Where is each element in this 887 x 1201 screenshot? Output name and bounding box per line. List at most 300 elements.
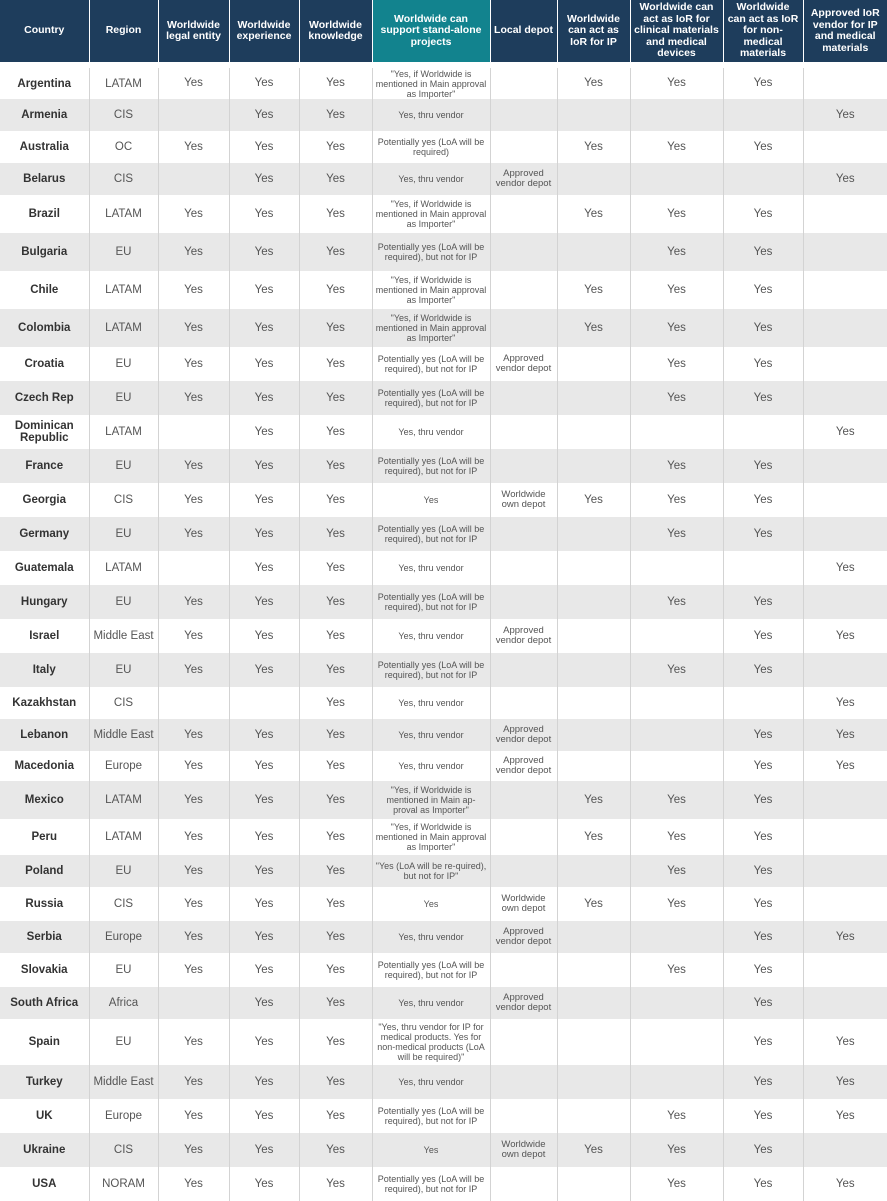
- local-depot-cell: [490, 781, 557, 819]
- ior-ip-cell: Yes: [557, 887, 630, 921]
- ior-nonmedical-cell: Yes: [723, 887, 803, 921]
- knowledge-cell: Yes: [299, 1065, 372, 1099]
- legal-entity-cell: Yes: [158, 449, 229, 483]
- ior-ip-cell: [557, 619, 630, 653]
- header-legal-entity: Worldwide legal entity: [158, 0, 229, 65]
- experience-cell: Yes: [229, 887, 299, 921]
- ior-nonmedical-cell: [723, 551, 803, 585]
- region-cell: EU: [89, 233, 158, 271]
- standalone-cell: Yes, thru vendor: [372, 551, 490, 585]
- ior-nonmedical-cell: Yes: [723, 855, 803, 887]
- ior-nonmedical-cell: Yes: [723, 1099, 803, 1133]
- ior-ip-cell: [557, 551, 630, 585]
- ior-ip-cell: Yes: [557, 483, 630, 517]
- country-cell: Russia: [0, 887, 89, 921]
- table-row: [0, 195, 887, 233]
- ior-ip-cell: [557, 585, 630, 619]
- local-depot-cell: Approved vendor depot: [490, 347, 557, 381]
- standalone-cell: "Yes, if Worldwide is mentioned in Main approval as Importer": [372, 271, 490, 309]
- ior-nonmedical-cell: Yes: [723, 1019, 803, 1065]
- knowledge-cell: Yes: [299, 1099, 372, 1133]
- ior-clinical-cell: Yes: [630, 271, 723, 309]
- ior-nonmedical-cell: Yes: [723, 719, 803, 751]
- standalone-cell: Potentially yes (LoA will be required), but not for IP: [372, 1099, 490, 1133]
- knowledge-cell: Yes: [299, 719, 372, 751]
- local-depot-cell: [490, 195, 557, 233]
- approved-vendor-cell: [803, 309, 887, 347]
- ior-ip-cell: [557, 1167, 630, 1201]
- knowledge-cell: Yes: [299, 517, 372, 551]
- ior-clinical-cell: [630, 619, 723, 653]
- ior-clinical-cell: [630, 1065, 723, 1099]
- country-cell: Croatia: [0, 347, 89, 381]
- local-depot-cell: Approved vendor depot: [490, 751, 557, 781]
- ior-clinical-cell: Yes: [630, 1133, 723, 1167]
- approved-vendor-cell: Yes: [803, 99, 887, 131]
- approved-vendor-cell: [803, 347, 887, 381]
- ior-nonmedical-cell: Yes: [723, 653, 803, 687]
- standalone-cell: Yes, thru vendor: [372, 987, 490, 1019]
- legal-entity-cell: Yes: [158, 1099, 229, 1133]
- ior-clinical-cell: Yes: [630, 855, 723, 887]
- experience-cell: Yes: [229, 781, 299, 819]
- ior-clinical-cell: Yes: [630, 653, 723, 687]
- ior-nonmedical-cell: Yes: [723, 1065, 803, 1099]
- ior-nonmedical-cell: Yes: [723, 585, 803, 619]
- standalone-cell: Potentially yes (LoA will be required), but not for IP: [372, 233, 490, 271]
- country-cell: Poland: [0, 855, 89, 887]
- legal-entity-cell: [158, 551, 229, 585]
- approved-vendor-cell: [803, 781, 887, 819]
- knowledge-cell: Yes: [299, 1167, 372, 1201]
- knowledge-cell: Yes: [299, 309, 372, 347]
- country-cell: South Africa: [0, 987, 89, 1019]
- standalone-cell: "Yes, if Worldwide is mentioned in Main ap-proval as Importer": [372, 781, 490, 819]
- standalone-cell: Potentially yes (LoA will be required), but not for IP: [372, 517, 490, 551]
- table-body: [0, 65, 887, 1201]
- legal-entity-cell: Yes: [158, 1167, 229, 1201]
- table-row: [0, 1167, 887, 1201]
- country-cell: Italy: [0, 653, 89, 687]
- ior-nonmedical-cell: Yes: [723, 921, 803, 953]
- approved-vendor-cell: Yes: [803, 551, 887, 585]
- knowledge-cell: Yes: [299, 347, 372, 381]
- approved-vendor-cell: [803, 271, 887, 309]
- local-depot-cell: [490, 687, 557, 719]
- approved-vendor-cell: Yes: [803, 1167, 887, 1201]
- region-cell: EU: [89, 585, 158, 619]
- standalone-cell: Yes, thru vendor: [372, 751, 490, 781]
- knowledge-cell: Yes: [299, 233, 372, 271]
- ior-ip-cell: Yes: [557, 131, 630, 163]
- region-cell: Africa: [89, 987, 158, 1019]
- ior-ip-cell: [557, 163, 630, 195]
- header-ior-clinical: Worldwide can act as IoR for clinical materials and medical devices: [630, 0, 723, 65]
- header-country: Country: [0, 0, 89, 65]
- ior-clinical-cell: [630, 99, 723, 131]
- local-depot-cell: [490, 99, 557, 131]
- ior-clinical-cell: [630, 751, 723, 781]
- table-row: [0, 99, 887, 131]
- country-cell: Slovakia: [0, 953, 89, 987]
- region-cell: Europe: [89, 921, 158, 953]
- ior-nonmedical-cell: Yes: [723, 381, 803, 415]
- approved-vendor-cell: [803, 195, 887, 233]
- approved-vendor-cell: [803, 233, 887, 271]
- approved-vendor-cell: Yes: [803, 415, 887, 449]
- ior-ip-cell: [557, 751, 630, 781]
- experience-cell: Yes: [229, 921, 299, 953]
- legal-entity-cell: Yes: [158, 619, 229, 653]
- knowledge-cell: Yes: [299, 953, 372, 987]
- approved-vendor-cell: Yes: [803, 719, 887, 751]
- ior-nonmedical-cell: [723, 99, 803, 131]
- local-depot-cell: [490, 1065, 557, 1099]
- knowledge-cell: Yes: [299, 381, 372, 415]
- region-cell: EU: [89, 517, 158, 551]
- local-depot-cell: Approved vendor depot: [490, 163, 557, 195]
- ior-ip-cell: [557, 921, 630, 953]
- header-region: Region: [89, 0, 158, 65]
- approved-vendor-cell: [803, 585, 887, 619]
- ior-ip-cell: Yes: [557, 309, 630, 347]
- table-row: [0, 619, 887, 653]
- region-cell: LATAM: [89, 309, 158, 347]
- local-depot-cell: Approved vendor depot: [490, 921, 557, 953]
- ior-ip-cell: [557, 1065, 630, 1099]
- knowledge-cell: Yes: [299, 483, 372, 517]
- local-depot-cell: [490, 381, 557, 415]
- ior-ip-cell: [557, 653, 630, 687]
- knowledge-cell: Yes: [299, 65, 372, 99]
- legal-entity-cell: Yes: [158, 855, 229, 887]
- region-cell: Middle East: [89, 1065, 158, 1099]
- region-cell: EU: [89, 381, 158, 415]
- experience-cell: Yes: [229, 1099, 299, 1133]
- ior-clinical-cell: Yes: [630, 483, 723, 517]
- table-row: [0, 781, 887, 819]
- standalone-cell: Potentially yes (LoA will be required), but not for IP: [372, 1167, 490, 1201]
- local-depot-cell: [490, 1019, 557, 1065]
- experience-cell: Yes: [229, 751, 299, 781]
- approved-vendor-cell: [803, 1133, 887, 1167]
- table-row: [0, 687, 887, 719]
- local-depot-cell: [490, 233, 557, 271]
- table-row: [0, 233, 887, 271]
- table-row: [0, 987, 887, 1019]
- table-row: [0, 415, 887, 449]
- legal-entity-cell: Yes: [158, 233, 229, 271]
- legal-entity-cell: Yes: [158, 131, 229, 163]
- ior-nonmedical-cell: Yes: [723, 483, 803, 517]
- approved-vendor-cell: [803, 65, 887, 99]
- ior-ip-cell: [557, 953, 630, 987]
- country-cell: Bulgaria: [0, 233, 89, 271]
- local-depot-cell: [490, 65, 557, 99]
- knowledge-cell: Yes: [299, 987, 372, 1019]
- ior-ip-cell: Yes: [557, 65, 630, 99]
- legal-entity-cell: Yes: [158, 953, 229, 987]
- ior-clinical-cell: Yes: [630, 381, 723, 415]
- standalone-cell: "Yes, if Worldwide is mentioned in Main approval as Importer": [372, 65, 490, 99]
- knowledge-cell: Yes: [299, 687, 372, 719]
- local-depot-cell: Approved vendor depot: [490, 619, 557, 653]
- ior-ip-cell: [557, 381, 630, 415]
- ior-clinical-cell: Yes: [630, 347, 723, 381]
- country-cell: Turkey: [0, 1065, 89, 1099]
- experience-cell: Yes: [229, 619, 299, 653]
- approved-vendor-cell: [803, 483, 887, 517]
- legal-entity-cell: Yes: [158, 195, 229, 233]
- approved-vendor-cell: [803, 381, 887, 415]
- experience-cell: Yes: [229, 483, 299, 517]
- ior-nonmedical-cell: Yes: [723, 819, 803, 855]
- ior-ip-cell: [557, 687, 630, 719]
- ior-clinical-cell: [630, 1019, 723, 1065]
- local-depot-cell: [490, 517, 557, 551]
- legal-entity-cell: Yes: [158, 585, 229, 619]
- table-row: [0, 887, 887, 921]
- ior-clinical-cell: Yes: [630, 195, 723, 233]
- ior-clinical-cell: [630, 687, 723, 719]
- region-cell: OC: [89, 131, 158, 163]
- standalone-cell: Yes, thru vendor: [372, 619, 490, 653]
- table-row: [0, 1065, 887, 1099]
- approved-vendor-cell: Yes: [803, 687, 887, 719]
- region-cell: Europe: [89, 1099, 158, 1133]
- standalone-cell: "Yes, if Worldwide is mentioned in Main approval as Importer": [372, 819, 490, 855]
- ior-nonmedical-cell: [723, 163, 803, 195]
- local-depot-cell: [490, 953, 557, 987]
- region-cell: LATAM: [89, 65, 158, 99]
- region-cell: LATAM: [89, 819, 158, 855]
- local-depot-cell: [490, 415, 557, 449]
- header-experience: Worldwide experience: [229, 0, 299, 65]
- experience-cell: Yes: [229, 309, 299, 347]
- standalone-cell: Potentially yes (LoA will be required), but not for IP: [372, 347, 490, 381]
- region-cell: NORAM: [89, 1167, 158, 1201]
- experience-cell: [229, 687, 299, 719]
- ior-nonmedical-cell: Yes: [723, 65, 803, 99]
- region-cell: CIS: [89, 687, 158, 719]
- legal-entity-cell: Yes: [158, 347, 229, 381]
- header-row: [0, 0, 887, 65]
- experience-cell: Yes: [229, 381, 299, 415]
- table-row: [0, 483, 887, 517]
- ior-clinical-cell: Yes: [630, 585, 723, 619]
- country-cell: Macedonia: [0, 751, 89, 781]
- experience-cell: Yes: [229, 551, 299, 585]
- country-cell: Brazil: [0, 195, 89, 233]
- approved-vendor-cell: Yes: [803, 921, 887, 953]
- legal-entity-cell: Yes: [158, 271, 229, 309]
- ior-ip-cell: Yes: [557, 1133, 630, 1167]
- ior-nonmedical-cell: Yes: [723, 781, 803, 819]
- ior-clinical-cell: [630, 551, 723, 585]
- region-cell: CIS: [89, 1133, 158, 1167]
- experience-cell: Yes: [229, 953, 299, 987]
- knowledge-cell: Yes: [299, 921, 372, 953]
- country-cell: Serbia: [0, 921, 89, 953]
- ior-ip-cell: [557, 233, 630, 271]
- approved-vendor-cell: Yes: [803, 1065, 887, 1099]
- experience-cell: Yes: [229, 415, 299, 449]
- standalone-cell: Potentially yes (LoA will be required), but not for IP: [372, 585, 490, 619]
- region-cell: Middle East: [89, 619, 158, 653]
- knowledge-cell: Yes: [299, 1019, 372, 1065]
- table-row: [0, 1099, 887, 1133]
- ior-ip-cell: Yes: [557, 271, 630, 309]
- ior-nonmedical-cell: Yes: [723, 751, 803, 781]
- ior-ip-cell: [557, 1019, 630, 1065]
- experience-cell: Yes: [229, 653, 299, 687]
- approved-vendor-cell: Yes: [803, 751, 887, 781]
- ior-nonmedical-cell: [723, 687, 803, 719]
- standalone-cell: Potentially yes (LoA will be required), but not for IP: [372, 953, 490, 987]
- legal-entity-cell: Yes: [158, 65, 229, 99]
- ior-nonmedical-cell: Yes: [723, 449, 803, 483]
- standalone-cell: Yes: [372, 483, 490, 517]
- ior-nonmedical-cell: Yes: [723, 953, 803, 987]
- ior-nonmedical-cell: Yes: [723, 517, 803, 551]
- legal-entity-cell: [158, 163, 229, 195]
- local-depot-cell: Worldwide own depot: [490, 1133, 557, 1167]
- table-row: [0, 653, 887, 687]
- standalone-cell: "Yes (LoA will be re-quired), but not for IP": [372, 855, 490, 887]
- ior-nonmedical-cell: Yes: [723, 233, 803, 271]
- local-depot-cell: [490, 449, 557, 483]
- header-local-depot: Local depot: [490, 0, 557, 65]
- country-cell: Germany: [0, 517, 89, 551]
- standalone-cell: "Yes, if Worldwide is mentioned in Main approval as Importer": [372, 309, 490, 347]
- country-cell: Czech Rep: [0, 381, 89, 415]
- legal-entity-cell: [158, 99, 229, 131]
- ior-clinical-cell: Yes: [630, 953, 723, 987]
- experience-cell: Yes: [229, 855, 299, 887]
- approved-vendor-cell: [803, 653, 887, 687]
- knowledge-cell: Yes: [299, 195, 372, 233]
- ior-ip-cell: [557, 449, 630, 483]
- ior-nonmedical-cell: Yes: [723, 309, 803, 347]
- local-depot-cell: [490, 585, 557, 619]
- ior-nonmedical-cell: Yes: [723, 1133, 803, 1167]
- table-row: [0, 517, 887, 551]
- country-cell: Argentina: [0, 65, 89, 99]
- ior-clinical-cell: Yes: [630, 517, 723, 551]
- region-cell: LATAM: [89, 781, 158, 819]
- standalone-cell: Yes, thru vendor: [372, 687, 490, 719]
- knowledge-cell: Yes: [299, 855, 372, 887]
- approved-vendor-cell: [803, 449, 887, 483]
- local-depot-cell: [490, 653, 557, 687]
- table-row: [0, 347, 887, 381]
- header-ior-nonmedical: Worldwide can act as IoR for non-medical materials: [723, 0, 803, 65]
- ior-ip-cell: [557, 415, 630, 449]
- table-row: [0, 381, 887, 415]
- ior-clinical-cell: Yes: [630, 1099, 723, 1133]
- ior-ip-cell: [557, 347, 630, 381]
- country-cell: Mexico: [0, 781, 89, 819]
- country-cell: Hungary: [0, 585, 89, 619]
- table-row: [0, 309, 887, 347]
- legal-entity-cell: Yes: [158, 381, 229, 415]
- legal-entity-cell: Yes: [158, 921, 229, 953]
- knowledge-cell: Yes: [299, 887, 372, 921]
- country-cell: Georgia: [0, 483, 89, 517]
- ior-clinical-cell: Yes: [630, 65, 723, 99]
- country-cell: Ukraine: [0, 1133, 89, 1167]
- experience-cell: Yes: [229, 1019, 299, 1065]
- standalone-cell: Potentially yes (LoA will be required), but not for IP: [372, 381, 490, 415]
- country-cell: Chile: [0, 271, 89, 309]
- standalone-cell: Yes, thru vendor: [372, 415, 490, 449]
- header-knowledge: Worldwide knowledge: [299, 0, 372, 65]
- region-cell: CIS: [89, 887, 158, 921]
- knowledge-cell: Yes: [299, 551, 372, 585]
- table-row: [0, 585, 887, 619]
- ior-clinical-cell: Yes: [630, 1167, 723, 1201]
- country-cell: Israel: [0, 619, 89, 653]
- approved-vendor-cell: Yes: [803, 1019, 887, 1065]
- legal-entity-cell: [158, 687, 229, 719]
- legal-entity-cell: Yes: [158, 751, 229, 781]
- legal-entity-cell: Yes: [158, 483, 229, 517]
- standalone-cell: "Yes, thru vendor for IP for medical products. Yes for non-medical products (LoA will be required)": [372, 1019, 490, 1065]
- knowledge-cell: Yes: [299, 1133, 372, 1167]
- local-depot-cell: Worldwide own depot: [490, 483, 557, 517]
- local-depot-cell: [490, 131, 557, 163]
- legal-entity-cell: Yes: [158, 517, 229, 551]
- approved-vendor-cell: [803, 517, 887, 551]
- local-depot-cell: Approved vendor depot: [490, 987, 557, 1019]
- experience-cell: Yes: [229, 1133, 299, 1167]
- region-cell: EU: [89, 1019, 158, 1065]
- ior-nonmedical-cell: Yes: [723, 987, 803, 1019]
- region-cell: Middle East: [89, 719, 158, 751]
- legal-entity-cell: Yes: [158, 653, 229, 687]
- ior-ip-cell: [557, 855, 630, 887]
- experience-cell: Yes: [229, 819, 299, 855]
- experience-cell: Yes: [229, 517, 299, 551]
- local-depot-cell: [490, 855, 557, 887]
- table-row: [0, 751, 887, 781]
- ior-nonmedical-cell: Yes: [723, 619, 803, 653]
- region-cell: LATAM: [89, 551, 158, 585]
- region-cell: LATAM: [89, 415, 158, 449]
- legal-entity-cell: Yes: [158, 819, 229, 855]
- local-depot-cell: Worldwide own depot: [490, 887, 557, 921]
- knowledge-cell: Yes: [299, 163, 372, 195]
- table-row: [0, 921, 887, 953]
- local-depot-cell: Approved vendor depot: [490, 719, 557, 751]
- region-cell: CIS: [89, 483, 158, 517]
- region-cell: LATAM: [89, 195, 158, 233]
- table-row: [0, 1133, 887, 1167]
- ior-clinical-cell: Yes: [630, 309, 723, 347]
- approved-vendor-cell: [803, 887, 887, 921]
- table-row: [0, 271, 887, 309]
- region-cell: EU: [89, 449, 158, 483]
- standalone-cell: Yes, thru vendor: [372, 99, 490, 131]
- ior-nonmedical-cell: Yes: [723, 271, 803, 309]
- table-row: [0, 65, 887, 99]
- standalone-cell: Yes: [372, 887, 490, 921]
- table-header: [0, 0, 887, 65]
- standalone-cell: "Yes, if Worldwide is mentioned in Main approval as Importer": [372, 195, 490, 233]
- approved-vendor-cell: [803, 987, 887, 1019]
- table-row: [0, 1019, 887, 1065]
- table-row: [0, 953, 887, 987]
